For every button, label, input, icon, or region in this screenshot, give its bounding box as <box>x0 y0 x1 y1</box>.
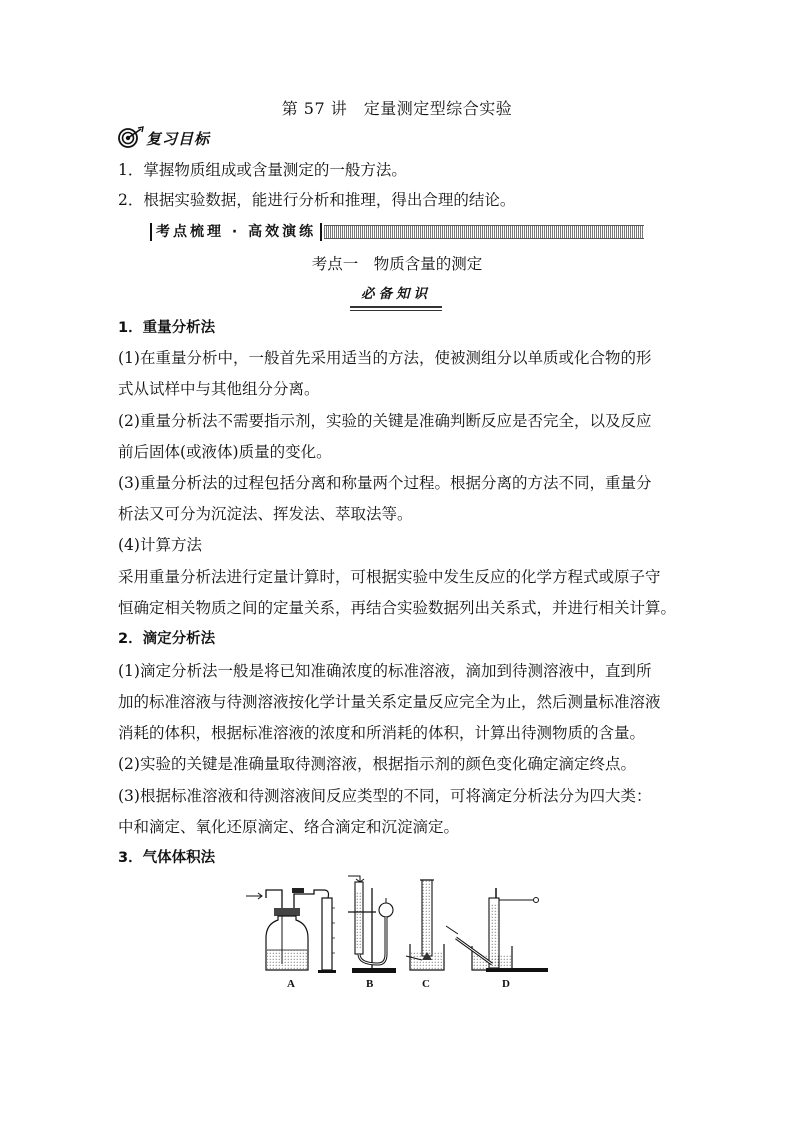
figure-label-b: B <box>366 978 374 990</box>
apparatus-b <box>348 876 396 973</box>
heading-gravimetric: 1．重量分析法 <box>118 320 216 336</box>
knowledge-label: 必备知识 <box>350 284 442 308</box>
paragraph-line: (4)计算方法 <box>118 536 202 554</box>
paragraph-line: 消耗的体积，根据标准溶液的浓度和所消耗的体积，计算出待测物质的含量。 <box>118 724 646 742</box>
section-title: 考点一 物质含量的测定 <box>311 255 483 273</box>
apparatus-c <box>406 880 444 970</box>
objectives-header <box>118 126 210 150</box>
paragraph-line: 采用重量分析法进行定量计算时，可根据实验中发生反应的化学方程式或原子守 <box>118 568 661 586</box>
heading-gas-volume: 3．气体体积法 <box>118 850 216 866</box>
paragraph-line: 中和滴定、氧化还原滴定、络合滴定和沉淀滴定。 <box>118 818 460 836</box>
paragraph-line: 恒确定相关物质之间的定量关系，再结合实验数据列出关系式，并进行相关计算。 <box>118 599 677 617</box>
figure-label-d: D <box>502 978 510 990</box>
objective-item: 1．掌握物质组成或含量测定的一般方法。 <box>118 161 407 179</box>
paragraph-line: 式从试样中与其他组分分离。 <box>118 380 320 398</box>
target-icon <box>118 126 144 150</box>
figure-label-a: A <box>287 978 295 990</box>
paragraph-line: (2)实验的关键是准确量取待测溶液，根据指示剂的颜色变化确定滴定终点。 <box>118 755 636 773</box>
heading-titration: 2．滴定分析法 <box>118 631 216 647</box>
paragraph-line: 前后固体(或液体)质量的变化。 <box>118 443 332 461</box>
objective-item: 2．根据实验数据，能进行分析和推理，得出合理的结论。 <box>118 191 516 209</box>
paragraph-line: 加的标准溶液与待测溶液按化学计量关系定量反应完全为止，然后测量标准溶液 <box>118 693 661 711</box>
banner-bar <box>324 225 644 239</box>
banner-label: 考点梳理 · 高效演练 <box>150 223 322 241</box>
paragraph-line: (1)滴定分析法一般是将已知准确浓度的标准溶液，滴加到待测溶液中，直到所 <box>118 662 652 680</box>
paragraph-line: (1)在重量分析中，一般首先采用适当的方法，使被测组分以单质或化合物的形 <box>118 349 652 367</box>
apparatus-figure <box>236 868 566 992</box>
section-banner <box>150 222 644 242</box>
apparatus-d <box>446 888 548 972</box>
paragraph-line: (3)重量分析法的过程包括分离和称量两个过程。根据分离的方法不同，重量分 <box>118 474 652 492</box>
paragraph-line: (3)根据标准溶液和待测溶液间反应类型的不同，可将滴定分析法分为四大类： <box>118 787 652 805</box>
lecture-title: 第 57 讲 定量测定型综合实验 <box>281 99 513 118</box>
paragraph-line: 析法又可分为沉淀法、挥发法、萃取法等。 <box>118 505 413 523</box>
objectives-label: 复习目标 <box>146 129 211 148</box>
apparatus-a <box>246 888 336 973</box>
paragraph-line: (2)重量分析法不需要指示剂，实验的关键是准确判断反应是否完全，以及反应 <box>118 412 652 430</box>
figure-label-c: C <box>422 978 430 990</box>
